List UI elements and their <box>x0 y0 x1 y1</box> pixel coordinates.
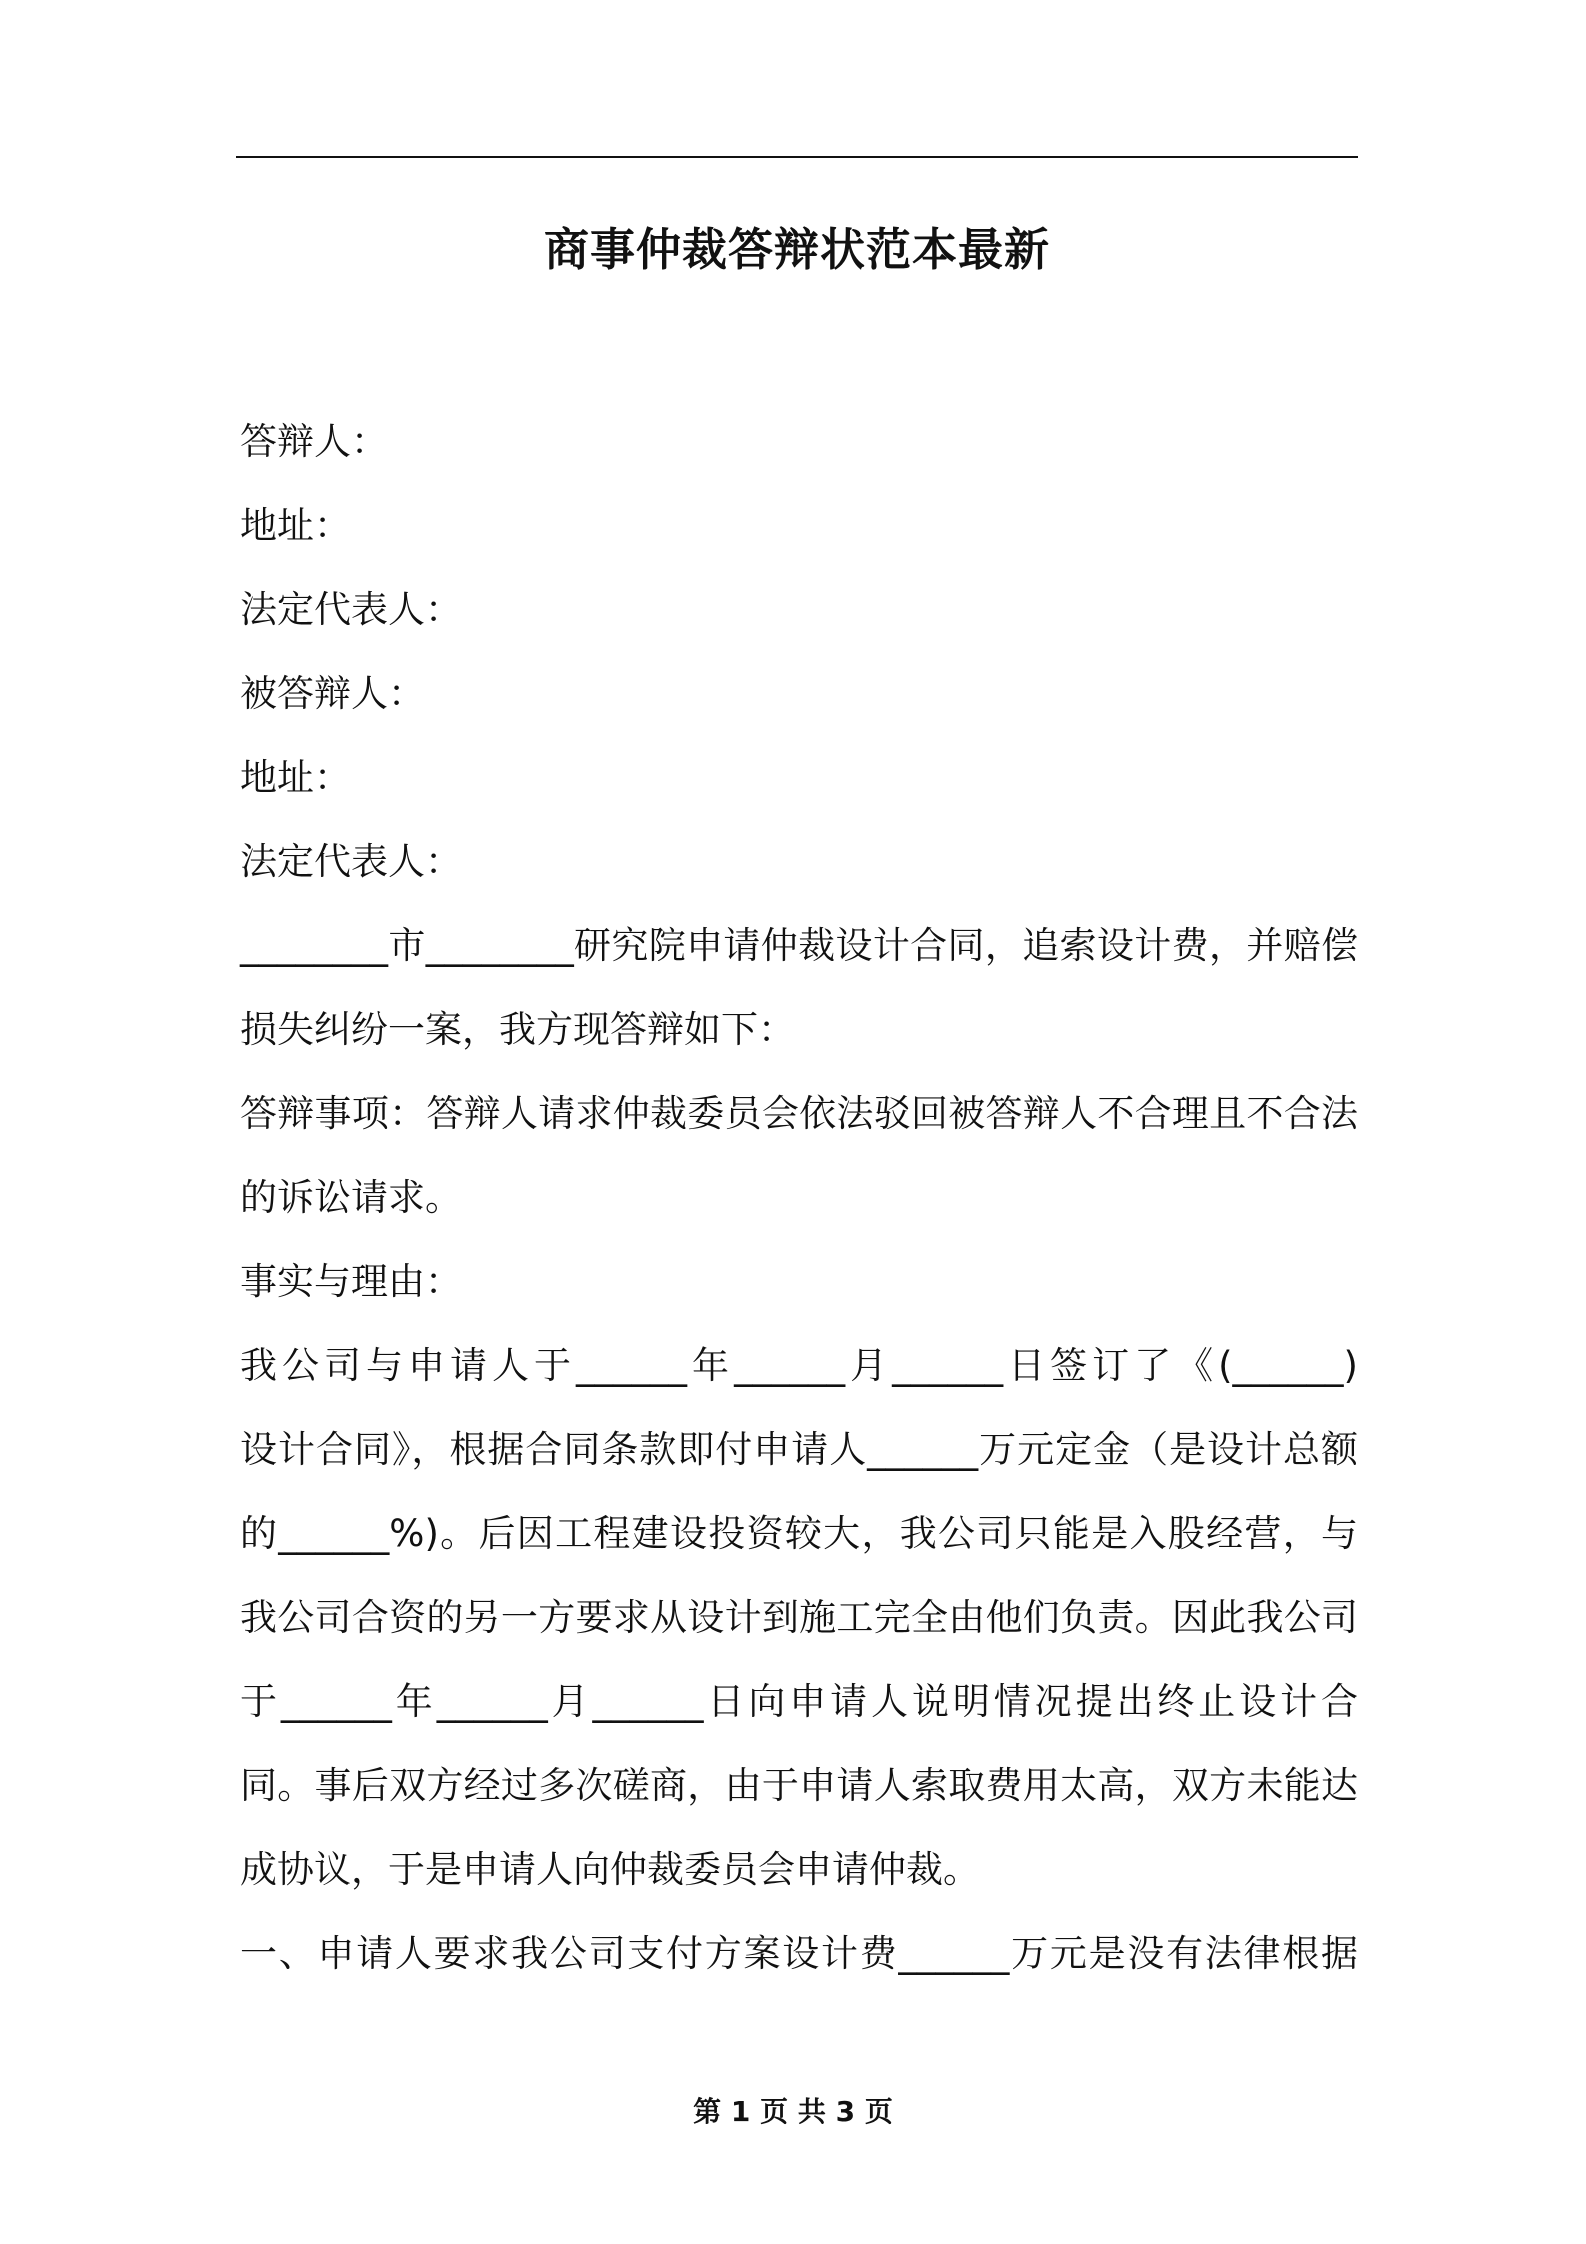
paragraph-line: 一、申请人要求我公司支付方案设计费______万元是没有法律根据 <box>240 1932 1358 1975</box>
paragraph-line: 我公司合资的另一方要求从设计到施工完全由他们负责。因此我公司 <box>240 1596 1358 1639</box>
claimant-legal-rep-label: 法定代表人： <box>240 840 462 883</box>
respondent-label: 答辩人： <box>240 420 388 463</box>
claimant-label: 被答辩人： <box>240 672 425 715</box>
respondent-address-label: 地址： <box>240 504 351 547</box>
paragraph-line: 的______%)。后因工程建设投资较大，我公司只能是入股经营，与 <box>240 1512 1358 1555</box>
paragraph-line: 成协议，于是申请人向仲裁委员会申请仲裁。 <box>240 1848 980 1891</box>
page-number: 第 1 页 共 3 页 <box>693 2095 893 2128</box>
facts-heading: 事实与理由： <box>240 1260 462 1303</box>
paragraph-line: 我公司与申请人于______年______月______日签订了《(______) <box>240 1344 1358 1387</box>
paragraph-line: 损失纠纷一案，我方现答辩如下： <box>240 1008 795 1051</box>
paragraph-line: ________市________研究院申请仲裁设计合同，追索设计费，并赔偿 <box>240 924 1358 967</box>
paragraph-line: 于______年______月______日向申请人说明情况提出终止设计合 <box>240 1680 1358 1723</box>
document-body <box>240 400 1358 1996</box>
document-title: 商事仲裁答辩状范本最新 <box>543 223 1050 276</box>
paragraph-line: 的诉讼请求。 <box>240 1176 462 1219</box>
header-rule <box>236 156 1358 158</box>
claimant-address-label: 地址： <box>240 756 351 799</box>
paragraph-line: 设计合同》，根据合同条款即付申请人______万元定金（是设计总额 <box>240 1428 1358 1471</box>
paragraph-line: 同。事后双方经过多次磋商，由于申请人索取费用太高，双方未能达 <box>240 1764 1358 1807</box>
respondent-legal-rep-label: 法定代表人： <box>240 588 462 631</box>
page-footer <box>0 2090 1586 2134</box>
paragraph-line: 答辩事项：答辩人请求仲裁委员会依法驳回被答辩人不合理且不合法 <box>240 1092 1358 1135</box>
